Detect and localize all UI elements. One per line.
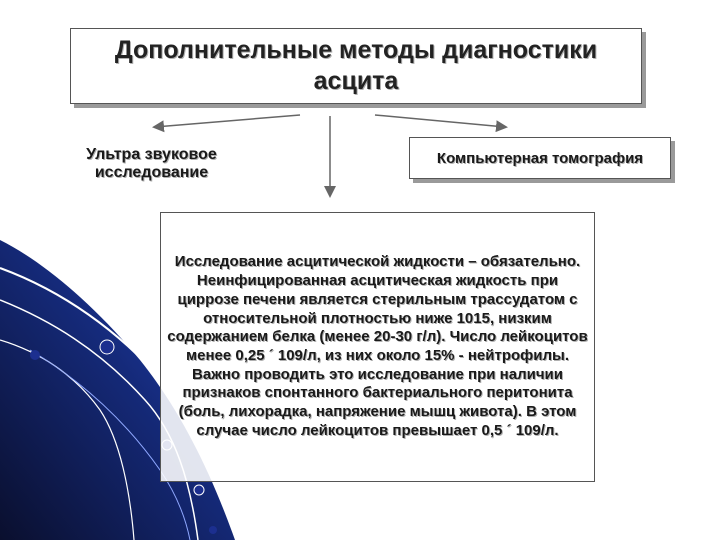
ascitic-fluid-box — [160, 212, 595, 482]
decor-dot-4 — [194, 485, 204, 495]
ultrasound-label: Ультра звуковое исследование — [86, 146, 217, 181]
ultrasound-method-box — [70, 135, 233, 193]
decor-dot-2 — [30, 350, 40, 360]
ct-label: Компьютерная томография — [436, 149, 644, 167]
slide-title: Дополнительные методы диагностики асцита — [114, 36, 598, 95]
decor-dot-1 — [100, 340, 114, 354]
ascitic-fluid-text: Исследование асцитической жидкости – обязательно. Неинфицированная асцитическая жидкость при циррозе печени является стерильным трассудатом с относительной плотностью ниже 1015, низким содержанием белка (менее 20-30 г/л). Число лейкоцитов менее 0,25 ´ 109/л, из них около 15% - нейтрофилы. Важно проводить это исследование при наличии признаков спонтанного бактериального перитонита (боль, лихорадка, напряжение мышц живота). В этом случае число лейкоцитов превышает 0,5 ´ 109/л. — [167, 253, 588, 439]
title-box — [70, 28, 642, 104]
ct-method-box — [409, 137, 671, 179]
decor-dot-5 — [209, 526, 217, 534]
